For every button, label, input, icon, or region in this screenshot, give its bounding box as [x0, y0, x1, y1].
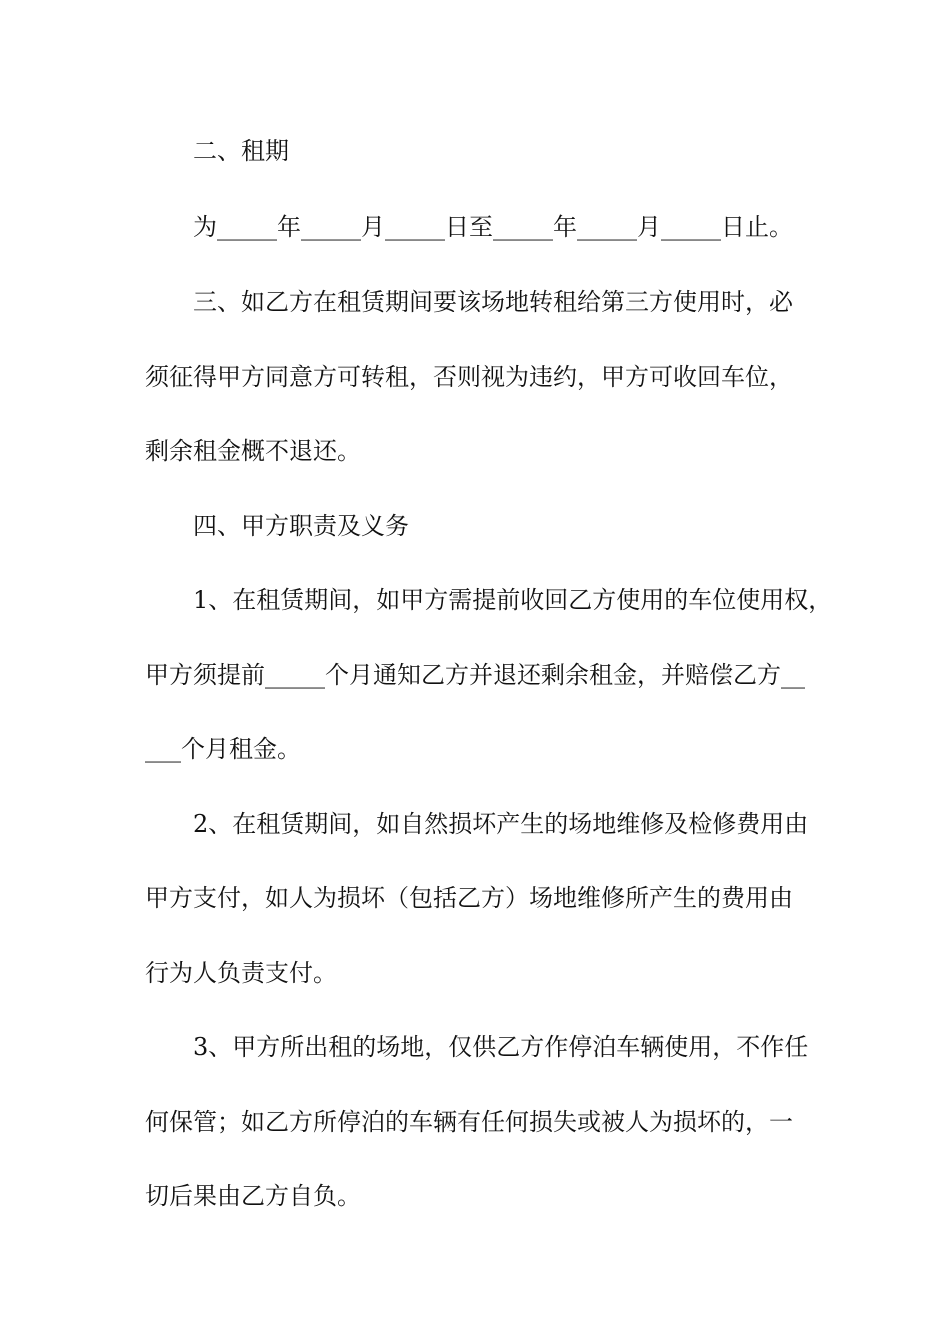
paragraph-line: 甲方须提前_____个月通知乙方并退还剩余租金，并赔偿乙方__	[145, 661, 805, 689]
paragraph-line: 为_____年_____月_____日至_____年_____月_____日止。	[193, 213, 793, 241]
paragraph-line: ___个月租金。	[145, 735, 301, 763]
paragraph-line: 甲方支付，如人为损坏（包括乙方）场地维修所产生的费用由	[145, 884, 793, 912]
paragraph-line: 须征得甲方同意方可转租，否则视为违约，甲方可收回车位，	[145, 363, 793, 391]
section-heading-lease-term: 二、租期	[193, 137, 289, 165]
paragraph-line: 2、在租赁期间，如自然损坏产生的场地维修及检修费用由	[193, 810, 809, 838]
section-heading-party-a-duties: 四、甲方职责及义务	[193, 512, 409, 540]
paragraph-line: 3、甲方所出租的场地，仅供乙方作停泊车辆使用，不作任	[193, 1033, 809, 1061]
paragraph-line: 剩余租金概不退还。	[145, 437, 361, 465]
paragraph-line: 1、在租赁期间，如甲方需提前收回乙方使用的车位使用权，	[193, 586, 833, 614]
paragraph-line: 切后果由乙方自负。	[145, 1182, 361, 1210]
paragraph-line: 三、如乙方在租赁期间要该场地转租给第三方使用时，必	[193, 288, 793, 316]
paragraph-line: 何保管；如乙方所停泊的车辆有任何损失或被人为损坏的，一	[145, 1108, 793, 1136]
paragraph-line: 行为人负责支付。	[145, 959, 337, 987]
